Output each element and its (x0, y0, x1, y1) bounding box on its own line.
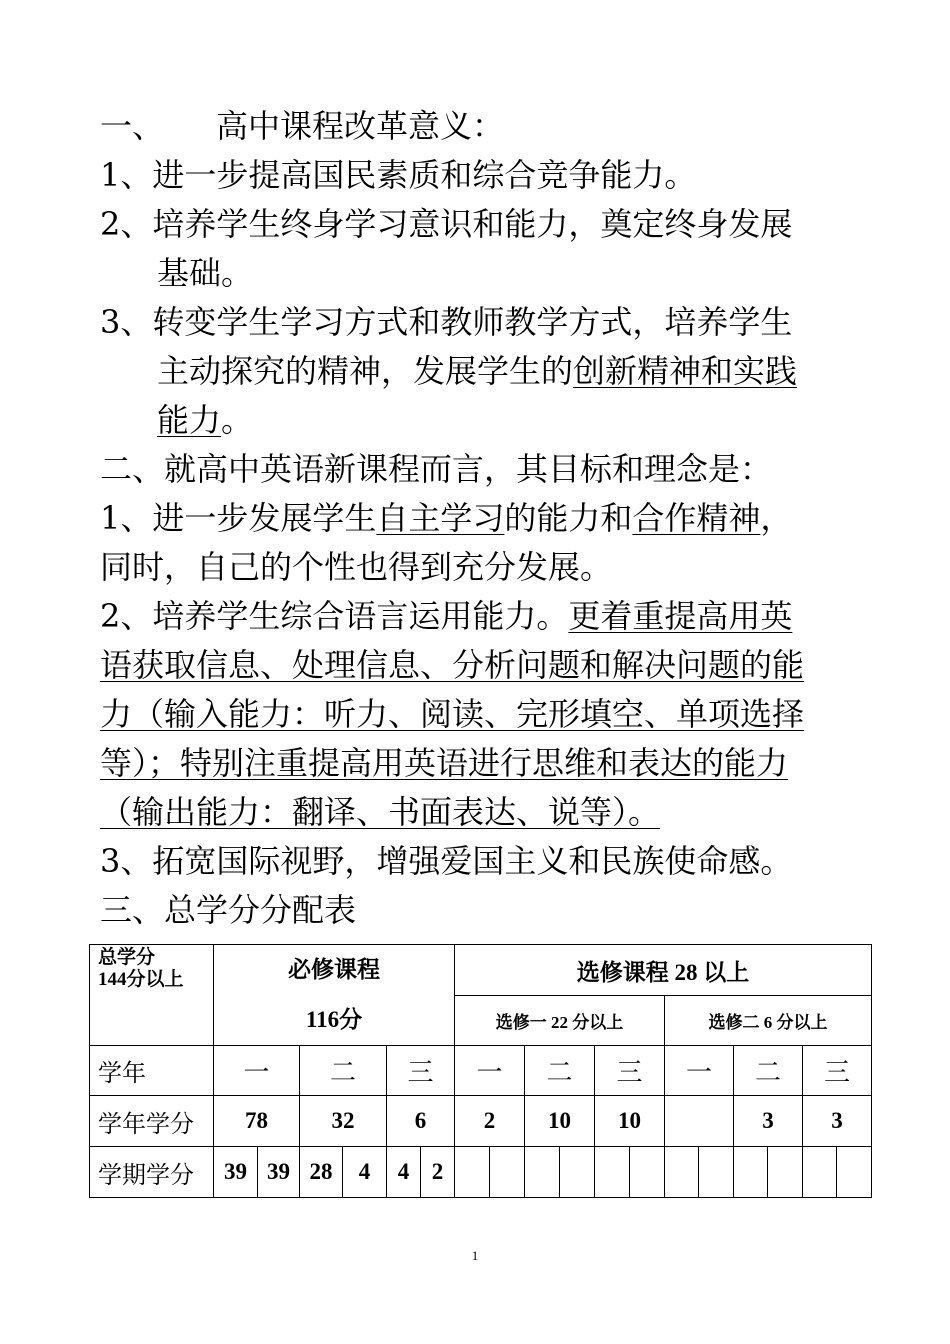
table-cell (803, 1147, 837, 1198)
section-2-item-2-line-1 (0, 592, 950, 640)
table-cell (768, 1147, 803, 1198)
item-text: 基础。 (157, 254, 254, 292)
item-text: 主动探究的精神，发展学生的 (157, 352, 574, 390)
table-cell (490, 1147, 525, 1198)
table-cell: 10 (595, 1096, 665, 1147)
underlined-phrase: 合作精神 (632, 499, 761, 537)
item-text: ， (760, 499, 793, 537)
section-3-title (0, 886, 950, 934)
item-text: 同时，自己的个性也得到充分发展。 (100, 548, 613, 586)
section-2-item-2-line-5 (0, 788, 950, 836)
table-row-year-credits (90, 1096, 872, 1147)
underlined-phrase: 更着重提高用英 (568, 597, 793, 635)
section-2-item-2-line-2 (0, 641, 950, 689)
table-row-years (90, 1046, 872, 1096)
elective-1-header: 选修一 22 分以上 (455, 996, 665, 1046)
section-1-item-3-line-3 (0, 396, 950, 444)
table-cell (734, 1147, 768, 1198)
section-1-number: 一、 (100, 107, 165, 145)
required-courses-cell (214, 945, 455, 1046)
table-cell: 10 (525, 1096, 595, 1147)
underlined-phrase: 力（输入能力：听力、阅读、完形填空、单项选择 (100, 695, 805, 733)
table-cell: 4 (343, 1147, 387, 1198)
table-cell (665, 1096, 734, 1147)
elective-courses-title: 选修课程 28 以上 (455, 945, 872, 996)
section-2-item-3 (0, 837, 950, 885)
table-cell (595, 1147, 630, 1198)
total-credits-cell (90, 945, 214, 1046)
section-1-item-2-line-1 (0, 200, 950, 248)
page-number: 1 (471, 1248, 479, 1263)
section-1-item-2-line-2 (0, 249, 950, 297)
table-cell: 三 (595, 1046, 665, 1096)
item-text: 。 (221, 401, 254, 439)
table-cell (525, 1147, 560, 1198)
item-text: 2、培养学生综合语言运用能力。 (100, 597, 569, 635)
table-row-term-credits (90, 1147, 872, 1198)
section-1-item-1 (0, 151, 950, 199)
item-text: 1、进一步提高国民素质和综合竞争能力。 (100, 156, 697, 194)
underlined-phrase: 能力 (157, 401, 222, 439)
section-2-title (0, 445, 950, 493)
section-3-heading: 三、总学分分配表 (100, 891, 357, 929)
table-cell: 三 (803, 1046, 872, 1096)
item-text: 的能力和 (504, 499, 633, 537)
table-cell: 4 (387, 1147, 421, 1198)
total-credits-value: 144分以上 (98, 969, 184, 990)
table-cell (455, 1147, 490, 1198)
item-text: 3、拓宽国际视野，增强爱国主义和民族使命感。 (100, 842, 793, 880)
section-2-item-1-line-2 (0, 543, 950, 591)
table-cell: 三 (387, 1046, 455, 1096)
item-text: 2、培养学生终身学习意识和能力，奠定终身发展 (100, 205, 793, 243)
underlined-phrase: 特别注重提高用英语进行思维和表达的能力 (180, 744, 789, 782)
underlined-phrase: （输出能力：翻译、书面表达、说等）。 (100, 793, 661, 831)
section-1-title (0, 102, 950, 150)
section-2-item-2-line-3 (0, 690, 950, 738)
section-1-heading: 高中课程改革意义： (216, 107, 505, 145)
table-cell: 2 (455, 1096, 525, 1147)
section-2-item-2-line-4 (0, 739, 950, 787)
credit-allocation-table (89, 944, 872, 1198)
table-cell: 32 (300, 1096, 387, 1147)
table-cell (665, 1147, 699, 1198)
table-cell: 二 (734, 1046, 803, 1096)
section-2-heading: 二、就高中英语新课程而言，其目标和理念是： (100, 450, 773, 488)
table-cell: 二 (300, 1046, 387, 1096)
table-cell (560, 1147, 595, 1198)
required-courses-title: 必修课程 (288, 957, 380, 982)
table-cell: 一 (214, 1046, 300, 1096)
table-cell: 2 (421, 1147, 455, 1198)
item-text: 3、转变学生学习方式和教师教学方式，培养学生 (100, 303, 793, 341)
row-label: 学年学分 (90, 1096, 214, 1147)
section-1-item-3-line-2 (0, 347, 950, 395)
table-cell: 39 (214, 1147, 258, 1198)
table-cell: 3 (734, 1096, 803, 1147)
underlined-phrase: 自主学习 (376, 499, 505, 537)
underlined-phrase: 等）； (100, 744, 181, 782)
table-cell (630, 1147, 665, 1198)
underlined-phrase: 创新精神和实践 (573, 352, 798, 390)
underlined-phrase: 语获取信息、处理信息、分析问题和解决问题的能 (100, 646, 805, 684)
elective-2-header: 选修二 6 分以上 (665, 996, 872, 1046)
table-cell: 78 (214, 1096, 300, 1147)
table-cell: 二 (525, 1046, 595, 1096)
item-text: 1、进一步发展学生 (100, 499, 377, 537)
total-credits-label: 总学分 (98, 947, 156, 968)
table-cell (699, 1147, 734, 1198)
table-cell: 3 (803, 1096, 872, 1147)
table-cell (837, 1147, 872, 1198)
table-cell: 28 (300, 1147, 343, 1198)
section-2-item-1-line-1 (0, 494, 950, 542)
row-label: 学期学分 (90, 1147, 214, 1198)
row-label: 学年 (90, 1046, 214, 1096)
table-header-row-1 (90, 945, 872, 996)
table-cell: 39 (258, 1147, 300, 1198)
section-1-item-3-line-1 (0, 298, 950, 346)
table-cell: 一 (455, 1046, 525, 1096)
required-courses-credits: 116分 (305, 1007, 363, 1032)
table-cell: 6 (387, 1096, 455, 1147)
table-cell: 一 (665, 1046, 734, 1096)
